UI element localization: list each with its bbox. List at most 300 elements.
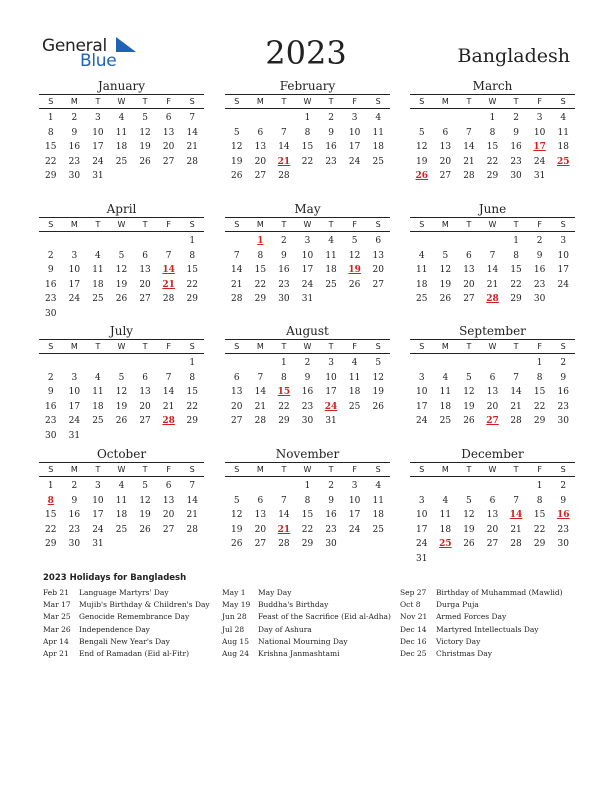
day-cell: 20 [372,265,384,275]
day-cell: 10 [533,127,546,138]
weekday-header: M [441,342,449,351]
holiday-date: May 19 [222,600,251,610]
holiday-column [222,587,394,660]
day-cell: 28 [254,416,267,426]
weekday-header: M [256,465,264,474]
weekday-header: F [166,220,171,229]
empty-day-cell [434,479,458,494]
day-cell: 31 [68,430,81,441]
day-cell: 19 [463,401,475,412]
weekday-header: F [166,342,171,351]
day-cell: 9 [281,250,287,261]
day-cell: 9 [560,372,567,383]
empty-day-cell [39,356,63,371]
holiday-item [43,624,218,636]
day-cell: 7 [513,372,519,383]
weekday-header: W [488,342,497,351]
day-cell: 16 [68,510,81,520]
day-cell: 23 [510,156,522,167]
day-cell: 2 [513,113,519,123]
weekday-header: T [513,342,519,351]
weekday-header: S [419,220,425,229]
day-cell: 29 [254,294,267,304]
weekday-header: M [441,220,449,229]
day-cell: 7 [233,250,240,261]
day-cell: 11 [557,127,569,138]
day-cell: 3 [351,481,358,491]
weekday-header: W [488,465,497,474]
month-title: July [109,324,134,338]
day-cell: 15 [533,387,546,397]
day-cell: 17 [301,265,314,275]
day-cell: 11 [439,387,452,397]
day-cell: 25 [92,294,104,304]
weekday-header: S [419,342,425,351]
holiday-date: Mar 17 [43,600,71,610]
day-cell: 8 [536,372,543,383]
day-cell: 20 [439,156,452,167]
day-cell: 23 [325,156,337,167]
day-cell: 28 [231,294,243,304]
weekday-header: T [95,465,101,474]
holiday-name: Birthday of Muhammad (Mawlid) [436,588,563,597]
day-cell: 22 [510,279,522,290]
day-cell: 30 [557,539,569,549]
empty-day-cell [504,479,528,494]
holiday-item [43,648,218,660]
weekday-header: T [95,342,101,351]
day-cell: 18 [557,142,569,152]
day-cell: 5 [466,372,472,383]
day-cell: 27 [139,294,151,304]
day-cell: 20 [486,401,499,412]
day-cell: 9 [71,127,78,138]
day-cell: 8 [189,250,196,261]
day-cell: 16 [278,265,290,275]
holiday-item [222,599,394,611]
day-cell: 2 [47,372,54,383]
day-cell: 19 [231,524,243,535]
month-title: September [459,324,526,338]
day-cell: 2 [560,481,567,491]
weekday-header: T [95,220,101,229]
weekday-header: W [488,220,497,229]
month-title: August [286,324,329,338]
day-cell: 24 [348,156,361,167]
empty-day-cell [457,234,481,249]
month-title: November [275,447,340,461]
holiday-date: Mar 25 [43,612,71,622]
weekday-header: S [189,342,195,351]
day-cell: 25 [416,294,428,304]
day-cell: 2 [560,358,567,368]
day-cell: 9 [328,495,334,506]
holiday-column [43,587,218,660]
weekday-header: M [256,220,264,229]
day-cell: 30 [68,171,81,181]
day-cell: 3 [304,236,311,246]
weekday-header-row [410,94,575,109]
day-grid [225,479,390,552]
weekday-header: T [466,465,472,474]
holiday-name: Independence Day [79,624,150,634]
day-cell: 3 [560,236,567,246]
month-march [410,79,575,184]
day-cell: 2 [71,113,78,123]
weekday-header: F [166,97,171,106]
day-cell: 1 [189,358,196,368]
day-cell: 1 [47,481,54,491]
weekday-header: S [48,220,54,229]
day-cell: 15 [254,265,267,275]
day-cell: 1 [536,358,543,368]
month-title: December [461,447,524,461]
weekday-header: W [117,342,126,351]
day-cell: 16 [325,142,337,152]
day-grid [225,111,390,184]
day-cell: 8 [189,372,196,383]
day-cell: 10 [348,127,361,138]
holiday-name: May Day [258,588,292,597]
day-cell: 11 [325,250,337,261]
day-cell: 21 [162,401,175,412]
holiday-date: Dec 25 [400,649,427,659]
day-cell: 20 [162,142,175,152]
day-grid [410,234,575,307]
day-cell: 11 [372,127,384,138]
day-cell: 14 [162,387,175,397]
day-grid [225,234,390,307]
day-cell: 18 [348,387,361,397]
day-cell: 16 [45,279,57,290]
day-cell: 28 [186,524,198,535]
day-cell: 11 [348,372,361,383]
day-cell: 25 [92,416,104,426]
empty-day-cell [225,111,249,126]
day-cell: 14 [186,127,198,138]
day-cell: 7 [165,250,172,261]
weekday-header: F [352,97,357,106]
holiday-day-cell: 25 [439,539,452,549]
empty-day-cell [225,356,249,371]
day-cell: 18 [92,279,104,290]
holiday-column [400,587,572,660]
day-cell: 28 [186,156,198,167]
day-cell: 14 [278,142,290,152]
day-cell: 30 [45,430,57,441]
day-cell: 6 [489,372,496,383]
day-cell: 4 [95,372,101,383]
day-cell: 3 [536,113,543,123]
weekday-header: T [513,465,519,474]
day-grid [410,111,575,184]
empty-day-cell [481,356,505,371]
day-cell: 19 [463,524,475,535]
day-cell: 27 [162,156,175,167]
day-cell: 30 [278,294,290,304]
empty-day-cell [410,111,434,126]
day-grid [39,111,204,184]
weekday-header: S [48,97,54,106]
logo [42,36,142,70]
day-cell: 17 [348,142,361,152]
holiday-name: End of Ramadan (Eid al-Fitr) [79,649,190,659]
weekday-header: F [352,342,357,351]
month-june [410,202,575,307]
weekday-header: S [560,465,566,474]
holiday-item [400,611,572,623]
day-cell: 24 [416,539,428,549]
weekday-header: T [142,342,148,351]
weekday-header: W [117,465,126,474]
day-cell: 27 [139,416,151,426]
weekday-header: M [70,220,78,229]
weekday-header: T [281,220,287,229]
day-cell: 3 [328,358,334,368]
day-cell: 2 [47,250,54,261]
day-cell: 17 [325,387,337,397]
day-cell: 18 [92,401,104,412]
day-cell: 6 [233,372,240,383]
day-cell: 29 [533,539,546,549]
day-cell: 15 [301,142,314,152]
day-cell: 8 [281,372,287,383]
holiday-name: Martyred Intellectuals Day [436,624,539,634]
empty-day-cell [457,479,481,494]
day-cell: 14 [186,495,198,506]
day-cell: 12 [348,250,361,261]
holiday-item [400,599,572,611]
month-december [410,447,575,566]
day-cell: 22 [254,279,267,290]
month-august [225,324,390,429]
empty-day-cell [157,234,181,249]
day-cell: 23 [45,416,57,426]
day-cell: 6 [375,236,382,246]
empty-day-cell [434,234,458,249]
day-cell: 21 [254,401,267,412]
day-cell: 20 [254,524,267,535]
day-cell: 16 [510,142,522,152]
day-cell: 30 [533,294,546,304]
day-cell: 4 [375,113,382,123]
day-cell: 7 [513,495,519,506]
day-cell: 4 [95,250,101,261]
day-cell: 20 [254,156,267,167]
day-cell: 18 [372,142,384,152]
month-title: June [478,202,507,216]
day-cell: 4 [442,372,449,383]
day-cell: 29 [510,294,522,304]
day-cell: 22 [301,156,314,167]
day-cell: 26 [463,539,475,549]
empty-day-cell [272,111,296,126]
day-cell: 19 [416,156,428,167]
day-cell: 30 [557,416,569,426]
day-cell: 5 [375,358,382,368]
holiday-day-cell: 15 [277,387,291,397]
weekday-header-row [39,339,204,354]
weekday-header: S [234,465,240,474]
holiday-day-cell: 26 [415,171,429,181]
day-cell: 9 [304,372,311,383]
day-cell: 27 [254,171,267,181]
holiday-day-cell: 1 [257,236,264,246]
weekday-header: S [234,97,240,106]
day-cell: 28 [278,539,290,549]
day-cell: 29 [186,416,198,426]
holiday-day-cell: 16 [556,510,570,520]
day-cell: 20 [139,401,151,412]
weekday-header: S [48,465,54,474]
day-cell: 18 [372,510,384,520]
day-cell: 13 [254,510,267,520]
day-cell: 22 [186,401,198,412]
day-cell: 31 [533,171,546,181]
month-october [39,447,204,552]
day-cell: 2 [328,113,334,123]
empty-day-cell [410,356,434,371]
day-cell: 10 [68,387,81,397]
day-cell: 22 [301,524,314,535]
holiday-day-cell: 21 [277,156,291,167]
day-cell: 13 [162,495,175,506]
holiday-day-cell: 28 [486,294,499,304]
day-cell: 22 [45,156,57,167]
day-cell: 7 [281,495,287,506]
weekday-header: F [352,220,357,229]
holiday-item [43,611,218,623]
empty-day-cell [249,356,273,371]
holiday-day-cell: 28 [162,416,175,426]
weekday-header: T [281,465,287,474]
day-cell: 1 [536,481,543,491]
day-cell: 15 [186,265,198,275]
empty-day-cell [110,234,134,249]
month-may [225,202,390,307]
day-cell: 4 [560,113,567,123]
day-cell: 27 [372,279,384,290]
weekday-header: F [352,465,357,474]
empty-day-cell [225,234,249,249]
empty-day-cell [504,356,528,371]
day-cell: 16 [68,142,81,152]
day-grid [39,234,204,321]
weekday-header: S [375,220,381,229]
day-cell: 26 [231,171,243,181]
day-cell: 7 [257,372,264,383]
day-cell: 12 [372,372,384,383]
weekday-header: M [441,97,449,106]
holiday-name: Mujib's Birthday & Children's Day [79,600,210,610]
weekday-header: M [70,97,78,106]
country-name: Bangladesh [457,45,570,67]
day-cell: 29 [301,539,314,549]
weekday-header: T [281,97,287,106]
weekday-header: M [70,465,78,474]
day-cell: 3 [351,113,358,123]
day-cell: 25 [115,524,128,535]
holiday-day-cell: 14 [509,510,523,520]
day-cell: 20 [231,401,243,412]
day-cell: 31 [301,294,314,304]
day-cell: 29 [533,416,546,426]
holiday-item [222,587,394,599]
weekday-header: W [117,220,126,229]
month-title: October [96,447,147,461]
day-cell: 8 [536,495,543,506]
day-cell: 15 [486,142,499,152]
day-cell: 24 [92,156,104,167]
day-cell: 31 [92,171,104,181]
day-cell: 26 [372,401,384,412]
day-cell: 6 [257,495,264,506]
holiday-name: Genocide Remembrance Day [79,612,190,622]
day-cell: 3 [95,481,101,491]
day-cell: 21 [186,142,198,152]
empty-day-cell [157,356,181,371]
day-grid [410,356,575,429]
day-cell: 6 [257,127,264,138]
day-cell: 13 [139,387,151,397]
day-cell: 30 [301,416,314,426]
day-cell: 17 [68,279,81,290]
page-title-year: 2023 [265,34,347,72]
day-cell: 23 [68,156,81,167]
weekday-header: T [328,97,334,106]
weekday-header-row [225,462,390,477]
holiday-date: Dec 16 [400,636,427,646]
day-cell: 3 [95,113,101,123]
day-grid [39,479,204,552]
day-cell: 11 [92,387,104,397]
holiday-day-cell: 8 [47,495,54,506]
day-cell: 16 [325,510,337,520]
day-cell: 6 [142,250,148,261]
day-cell: 15 [45,142,57,152]
holiday-name: Armed Forces Day [436,612,507,622]
holiday-name: Language Martyrs' Day [79,588,169,597]
day-cell: 21 [510,401,522,412]
day-cell: 4 [442,495,449,506]
empty-day-cell [86,234,110,249]
day-cell: 22 [278,401,290,412]
day-cell: 6 [165,481,172,491]
holiday-item [43,636,218,648]
empty-day-cell [457,356,481,371]
day-cell: 28 [162,294,175,304]
day-cell: 16 [533,265,546,275]
empty-day-cell [410,479,434,494]
day-cell: 27 [254,539,267,549]
day-cell: 14 [510,387,522,397]
day-cell: 12 [139,127,151,138]
day-cell: 9 [47,387,54,397]
weekday-header: S [189,97,195,106]
day-cell: 19 [139,142,151,152]
holiday-date: Nov 21 [400,612,428,622]
day-cell: 15 [533,510,546,520]
empty-day-cell [272,479,296,494]
day-cell: 23 [325,524,337,535]
month-november [225,447,390,552]
weekday-header: S [560,97,566,106]
empty-day-cell [63,234,87,249]
weekday-header: T [142,465,148,474]
month-title: May [294,202,321,216]
day-cell: 4 [118,113,125,123]
day-cell: 12 [463,510,475,520]
